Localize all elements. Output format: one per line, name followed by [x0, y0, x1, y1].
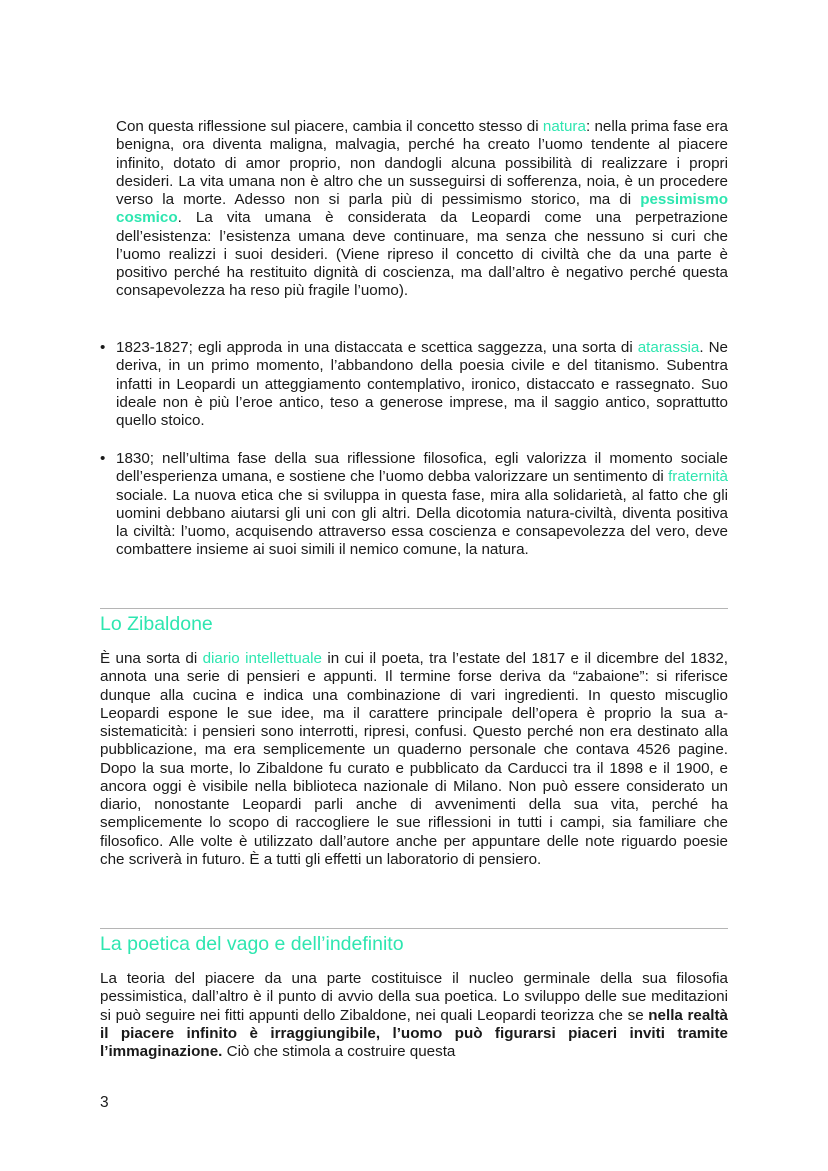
paragraph-poetica: [100, 970, 728, 1061]
highlighted-term: fraternità: [668, 468, 728, 486]
page-number: 3: [100, 1094, 109, 1111]
text-run: in cui il poeta, tra l’estate del 1817 e il dicembre del 1832, annota una serie di pensieri e appunti. Il termine forse deriva da “zabaione”: si riferisce dunque alla cucina e indica una combinazione di vari ingredienti. In questo miscuglio Leopardi espone le sue idee, ma il carattere principale dell’opera è proprio la sua a-sistematicità: i pensieri sono interrotti, ripresi, confusi. Questo perché non era destinato alla pubblicazione, ma era semplicemente un quaderno personale che contava 4526 pagine. Dopo la sua morte, lo Zibaldone fu curato e pubblicato da Carducci tra il 1898 e il 1900, e ancora oggi è visibile nella biblioteca nazionale di Milano. Non può essere considerato un diario, nonostante Leopardi parli anche di avvenimenti della sua vita, perché ha semplicemente lo scopo di raccogliere le sue riflessioni in tutti i campi, sia familiare che filosofico. Alle volte è utilizzato dall’autore anche per appuntare delle note riguardo poesie che scriverà in futuro. È a tutti gli effetti un laboratorio di pensiero.: [100, 650, 728, 868]
paragraph-natura: [116, 118, 728, 301]
bullet-1830: [116, 450, 728, 560]
heading-poetica: La poetica del vago e dell’indefinito: [100, 933, 404, 955]
text-run: 1830; nell’ultima fase della sua riflessione filosofica, egli valorizza il momento sociale dell’esperienza umana, e sostiene che l’uomo debba valorizzare un sentimento di: [116, 450, 728, 486]
highlighted-term: nella realtà il piacere infinito è irraggiungibile, l’uomo può figurarsi piaceri inviti tramite l’immaginazione.: [100, 1006, 728, 1060]
highlighted-term: pessimismo cosmico: [116, 191, 728, 227]
text-run: sociale. La nuova etica che si sviluppa in questa fase, mira alla solidarietà, al fatto che gli uomini debbano aiutarsi gli uni con gli altri. Della dicotomia natura-civiltà, diventa positiva la civiltà: l’uomo, acquisendo attraverso essa coscienza e consapevolezza del vero, deve combattere insieme ai suoi simili il nemico comune, la natura.: [116, 486, 728, 559]
section-divider: [100, 608, 728, 609]
highlighted-term: diario intellettuale: [202, 650, 322, 667]
heading-zibaldone: Lo Zibaldone: [100, 613, 213, 635]
text-run: . Ne deriva, in un primo momento, l’abbandono della poesia civile e del titanismo. Subentra infatti in Leopardi un atteggiamento contemplativo, ironico, distaccato e rassegnato. Suo ideale non è più l’eroe antico, teso a generose imprese, ma il saggio antico, soprattutto quello stoico.: [116, 339, 728, 429]
bullet-1823-1827: [116, 339, 728, 430]
bullet-icon: •: [100, 450, 106, 467]
section-divider: [100, 928, 728, 929]
highlighted-term: atarassia: [637, 339, 700, 356]
text-run: : nella prima fase era benigna, ora diventa maligna, malvagia, perché ha creato l’uomo tendente al piacere infinito, dotato di amor proprio, non dandogli alcuna possibilità di realizzare i propri desideri. La vita umana non è altro che un susseguirsi di sofferenza, noia, è un procedere verso la morte. Adesso non si parla più di pessimismo storico, ma di: [116, 118, 728, 208]
paragraph-zibaldone: [100, 650, 728, 869]
highlighted-term: natura: [542, 118, 586, 135]
text-run: 1823-1827; egli approda in una distaccata e scettica saggezza, una sorta di: [116, 339, 638, 356]
bullet-icon: •: [100, 339, 106, 356]
text-run: È una sorta di: [100, 650, 203, 667]
text-run: Con questa riflessione sul piacere, cambia il concetto stesso di: [116, 118, 543, 135]
text-run: . La vita umana è considerata da Leopardi come una perpetrazione dell’esistenza: l’esistenza umana deve continuare, ma senza che nessuno si curi che l’uomo realizzi i suoi desideri. (Viene ripreso il concetto di civiltà che da una parte è positivo perché ha restituito dignità di coscienza, ma dall’altro è negativo perché questa consapevolezza ha reso più fragile l’uomo).: [116, 209, 728, 300]
text-run: La teoria del piacere da una parte costituisce il nucleo germinale della sua filosofia pessimistica, dall’altro è il punto di avvio della sua poetica. Lo sviluppo delle sue meditazioni si può seguire nei fitti appunti dello Zibaldone, nei quali Leopardi teorizza che se: [100, 970, 728, 1024]
text-run: Ciò che stimola a costruire questa: [222, 1043, 456, 1060]
